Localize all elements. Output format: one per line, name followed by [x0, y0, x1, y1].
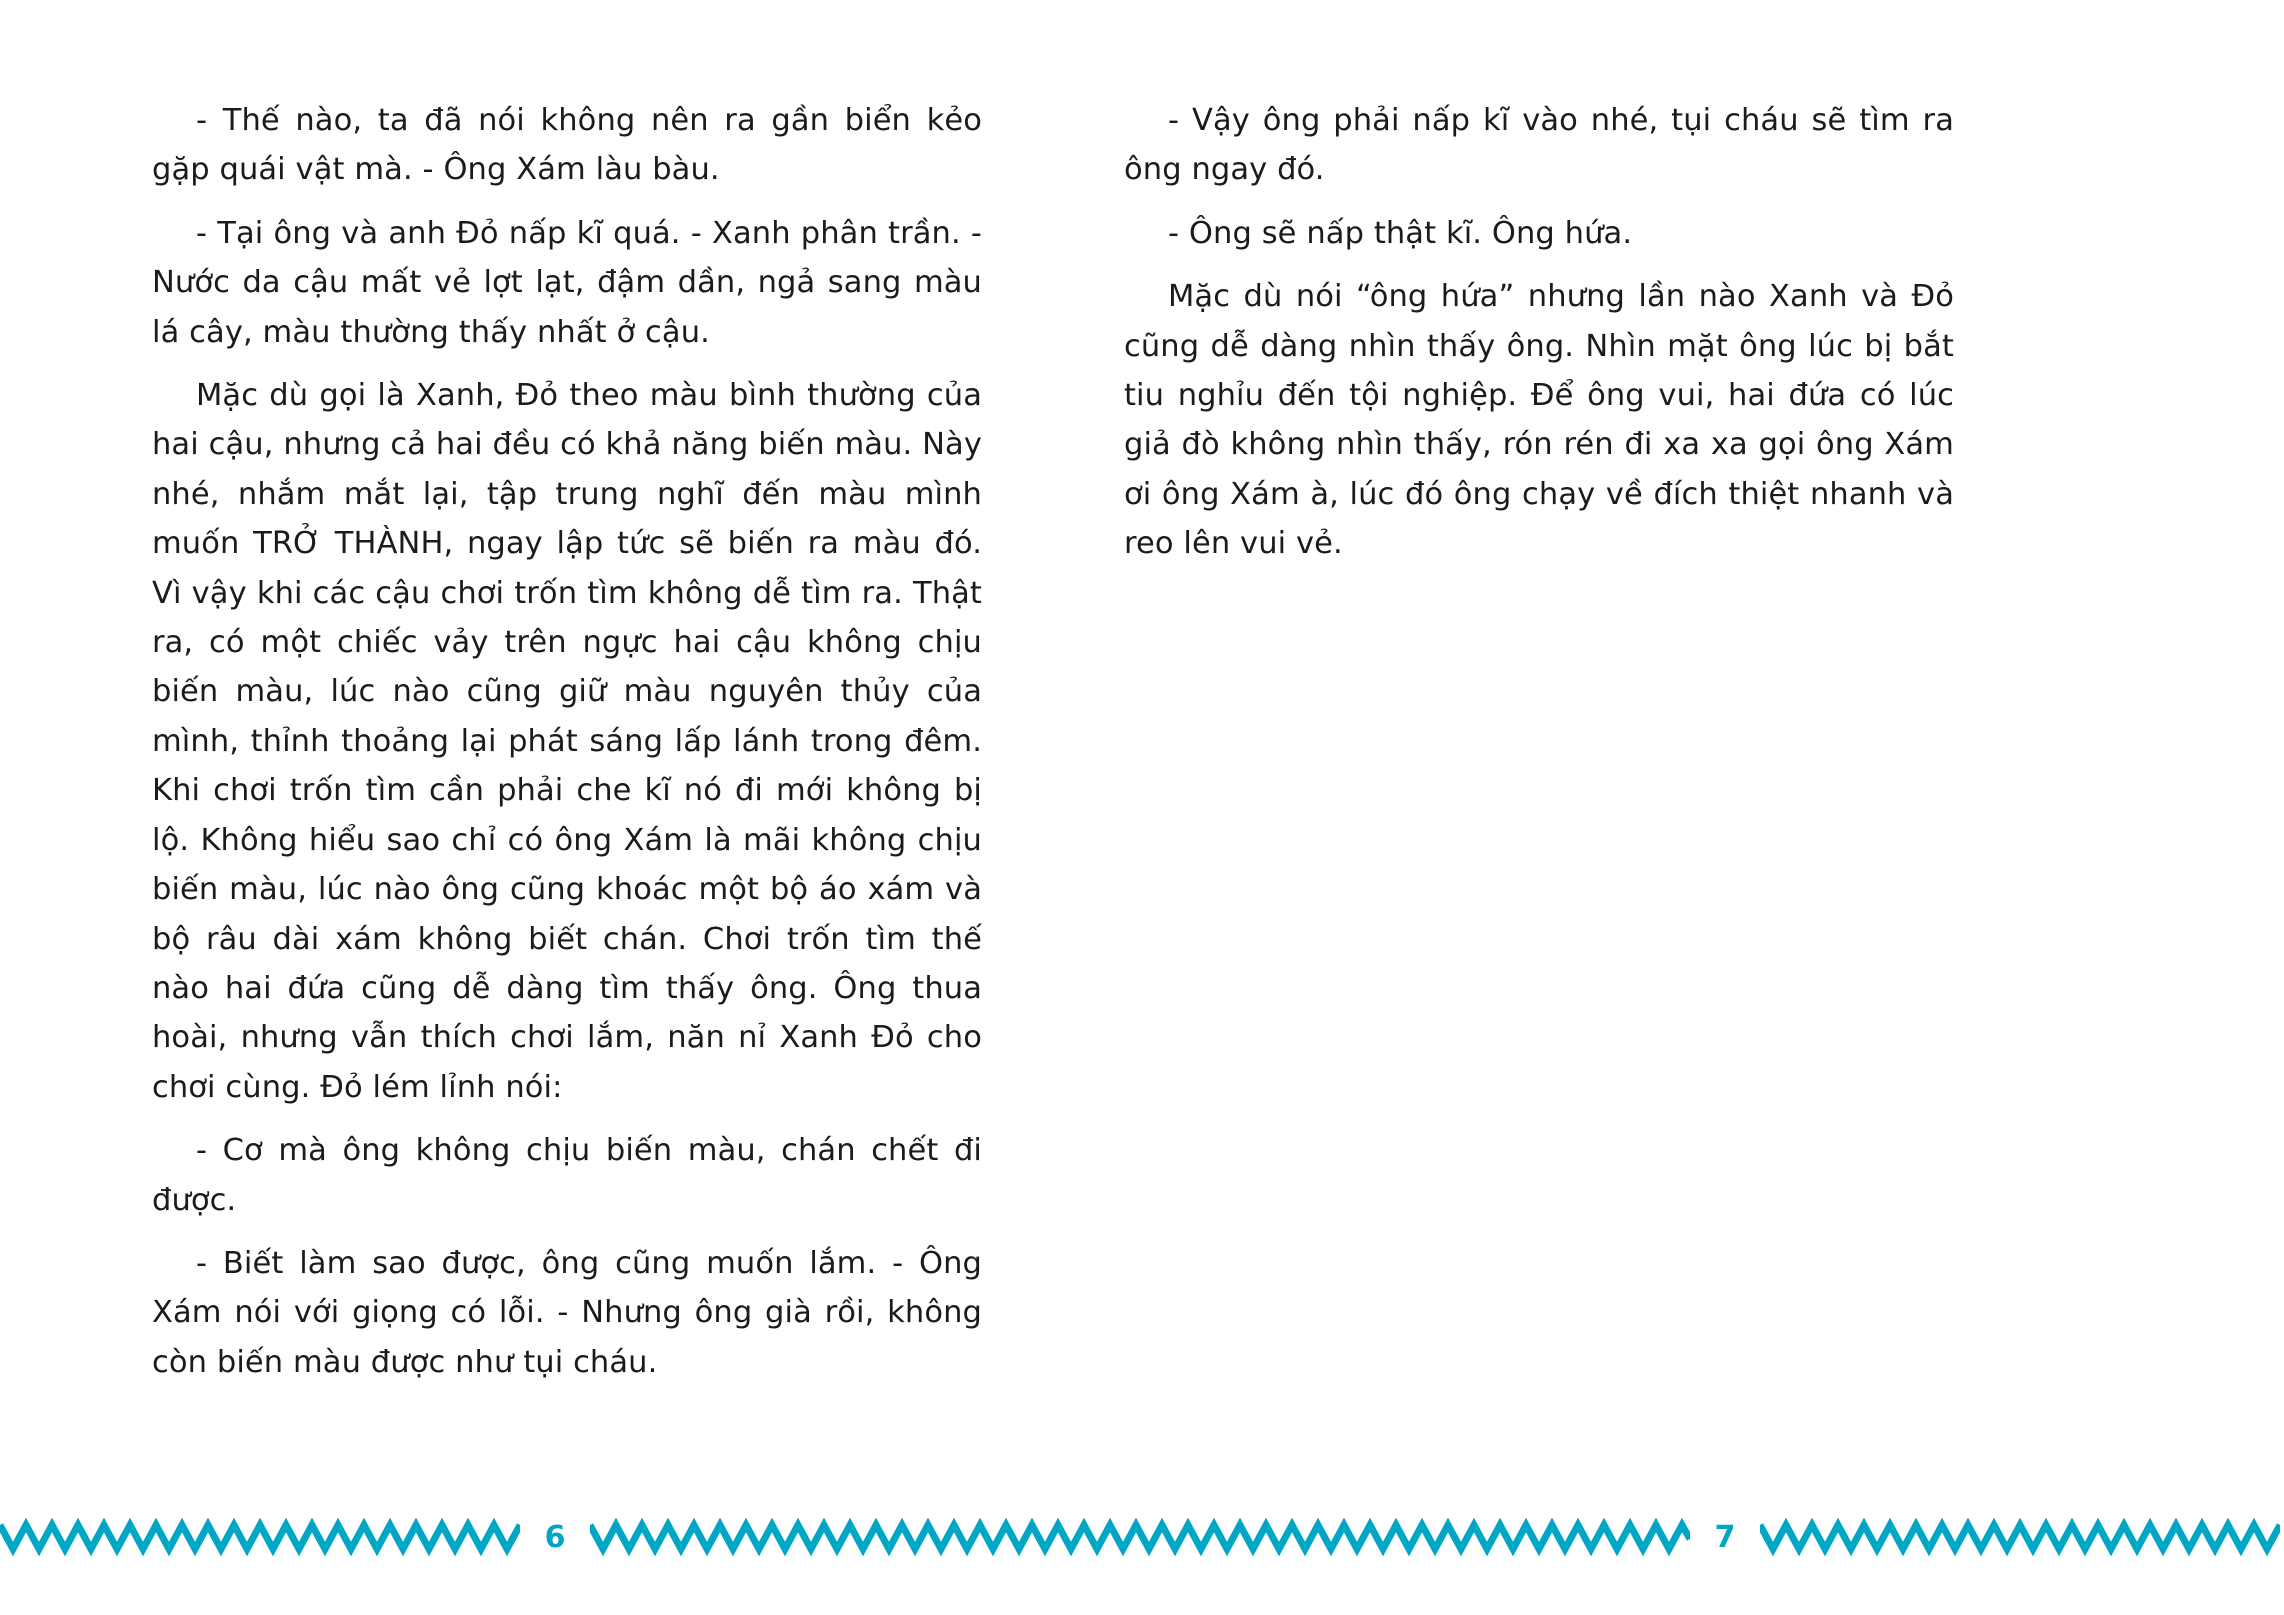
- page-footer: [0, 1507, 2284, 1567]
- paragraph: Mặc dù gọi là Xanh, Đỏ theo màu bình thường của hai cậu, nhưng cả hai đều có khả năng biến màu. Này nhé, nhắm mắt lại, tập trung nghĩ đến màu mình muốn TRỞ THÀNH, ngay lập tức sẽ biến ra màu đó. Vì vậy khi các cậu chơi trốn tìm không dễ tìm ra. Thật ra, có một chiếc vảy trên ngực hai cậu không chịu biến màu, lúc nào cũng giữ màu nguyên thủy của mình, thỉnh thoảng lại phát sáng lấp lánh trong đêm. Khi chơi trốn tìm cần phải che kĩ nó đi mới không bị lộ. Không hiểu sao chỉ có ông Xám là mãi không chịu biến màu, lúc nào ông cũng khoác một bộ áo xám và bộ râu dài xám không biết chán. Chơi trốn tìm thế nào hai đứa cũng dễ dàng tìm thấy ông. Ông thua hoài, nhưng vẫn thích chơi lắm, năn nỉ Xanh Đỏ cho chơi cùng. Đỏ lém lỉnh nói:: [152, 378, 982, 1105]
- zigzag-decoration-row: [0, 1507, 2284, 1567]
- paragraph: - Ông sẽ nấp thật kĩ. Ông hứa.: [1168, 215, 1633, 251]
- right-page-text: [1124, 96, 1954, 1401]
- paragraph: - Thế nào, ta đã nói không nên ra gần biển kẻo gặp quái vật mà. - Ông Xám làu bàu.: [152, 103, 982, 188]
- text-columns: [0, 96, 2284, 1401]
- zigzag-icon: [0, 1515, 520, 1559]
- left-page-text: [152, 96, 982, 1401]
- paragraph: - Biết làm sao được, ông cũng muốn lắm. - Ông Xám nói với giọng có lỗi. - Nhưng ông già rồi, không còn biến màu được như tụi cháu.: [152, 1245, 982, 1380]
- zigzag-icon: [1760, 1515, 2280, 1559]
- page-number-right: 7: [1714, 1519, 1736, 1555]
- paragraph: - Cơ mà ông không chịu biến màu, chán chết đi được.: [152, 1133, 982, 1218]
- paragraph: - Tại ông và anh Đỏ nấp kĩ quá. - Xanh phân trần. - Nước da cậu mất vẻ lợt lạt, đậm dần, ngả sang màu lá cây, màu thường thấy nhất ở cậu.: [152, 215, 982, 350]
- zigzag-icon: [590, 1515, 1690, 1559]
- paragraph: - Vậy ông phải nấp kĩ vào nhé, tụi cháu sẽ tìm ra ông ngay đó.: [1124, 103, 1954, 188]
- paragraph: Mặc dù nói “ông hứa” nhưng lần nào Xanh và Đỏ cũng dễ dàng nhìn thấy ông. Nhìn mặt ông lúc bị bắt tiu nghỉu đến tội nghiệp. Để ông vui, hai đứa có lúc giả đò không nhìn thấy, rón rén đi xa xa gọi ông Xám ơi ông Xám à, lúc đó ông chạy về đích thiệt nhanh và reo lên vui vẻ.: [1124, 279, 1954, 562]
- page-number-left: 6: [544, 1519, 566, 1555]
